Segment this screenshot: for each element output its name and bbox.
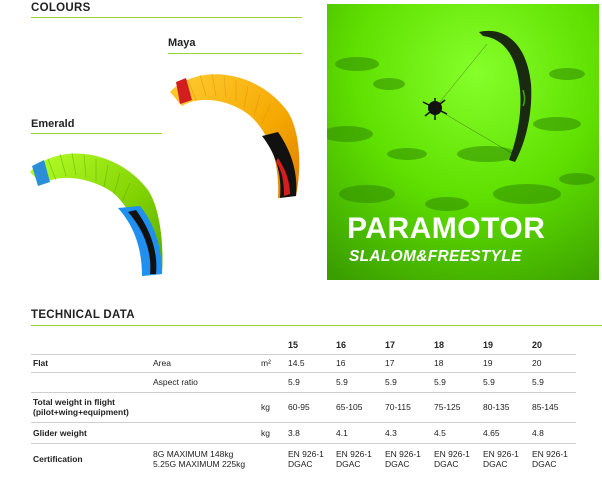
row-unit: kg [259, 392, 286, 422]
cell-value: 70-115 [383, 392, 432, 422]
cell-value: 4.8 [530, 422, 576, 443]
technical-data-table [31, 336, 576, 475]
cell-value: EN 926-1 DGAC [532, 449, 568, 470]
emerald-rule [31, 133, 162, 134]
size-header: 17 [383, 336, 432, 354]
row-label: Flat [31, 354, 151, 372]
cell-value: 5.9 [481, 372, 530, 392]
table-row [31, 443, 576, 475]
cell-value: 5.9 [432, 372, 481, 392]
cell-value: 65-105 [334, 392, 383, 422]
size-header-row [31, 336, 576, 354]
row-label-line: (pilot+wing+equipment) [33, 407, 129, 417]
size-header: 15 [286, 336, 334, 354]
cell-value: 16 [334, 354, 383, 372]
table-row [31, 422, 576, 443]
maya-rule [168, 53, 302, 54]
colours-title: COLOURS [31, 2, 91, 14]
cell-value: 5.9 [383, 372, 432, 392]
row-unit: kg [259, 422, 286, 443]
table-row [31, 354, 576, 372]
cell-value: EN 926-1 DGAC [434, 449, 470, 470]
size-header: 16 [334, 336, 383, 354]
colours-rule [31, 17, 302, 18]
row-sublabel: Aspect ratio [151, 372, 259, 392]
table-row [31, 392, 576, 422]
cell-value: 5.9 [530, 372, 576, 392]
promo-title: PARAMOTOR [347, 212, 546, 245]
cell-value: 4.1 [334, 422, 383, 443]
cell-value: 4.65 [481, 422, 530, 443]
row-label [31, 392, 151, 422]
cell-value: 4.3 [383, 422, 432, 443]
cell-value: 4.5 [432, 422, 481, 443]
cell-value: 3.8 [286, 422, 334, 443]
size-header: 19 [481, 336, 530, 354]
technical-rule [31, 325, 602, 326]
paramotor-promo-image [327, 4, 599, 280]
technical-title: TECHNICAL DATA [31, 309, 135, 321]
maya-wing-image [166, 66, 306, 206]
cell-value: 14.5 [286, 354, 334, 372]
cell-value: EN 926-1 DGAC [336, 449, 372, 470]
cell-value: EN 926-1 DGAC [483, 449, 519, 470]
size-header: 18 [432, 336, 481, 354]
cell-value: 60-95 [286, 392, 334, 422]
row-unit: m² [259, 354, 286, 372]
size-header: 20 [530, 336, 576, 354]
maya-label: Maya [168, 37, 196, 49]
cell-value: 5.9 [286, 372, 334, 392]
cell-value: 75-125 [432, 392, 481, 422]
row-sublabel: 8G MAXIMUM 148kg 5.25G MAXIMUM 225kg [153, 449, 246, 470]
cell-value: 5.9 [334, 372, 383, 392]
cell-value: EN 926-1 DGAC [288, 449, 324, 470]
cell-value: 80-135 [481, 392, 530, 422]
row-label: Certification [33, 454, 83, 465]
promo-subtitle: SLALOM&FREESTYLE [349, 248, 522, 265]
table-row [31, 372, 576, 392]
cell-value: 17 [383, 354, 432, 372]
cell-value: EN 926-1 DGAC [385, 449, 421, 470]
cell-value: 85-145 [530, 392, 576, 422]
cell-value: 18 [432, 354, 481, 372]
cell-value: 19 [481, 354, 530, 372]
emerald-wing-image [28, 146, 168, 282]
cell-value: 20 [530, 354, 576, 372]
row-label-line: Total weight in flight [33, 397, 115, 407]
row-label: Glider weight [31, 422, 151, 443]
emerald-label: Emerald [31, 118, 75, 130]
row-sublabel: Area [151, 354, 259, 372]
